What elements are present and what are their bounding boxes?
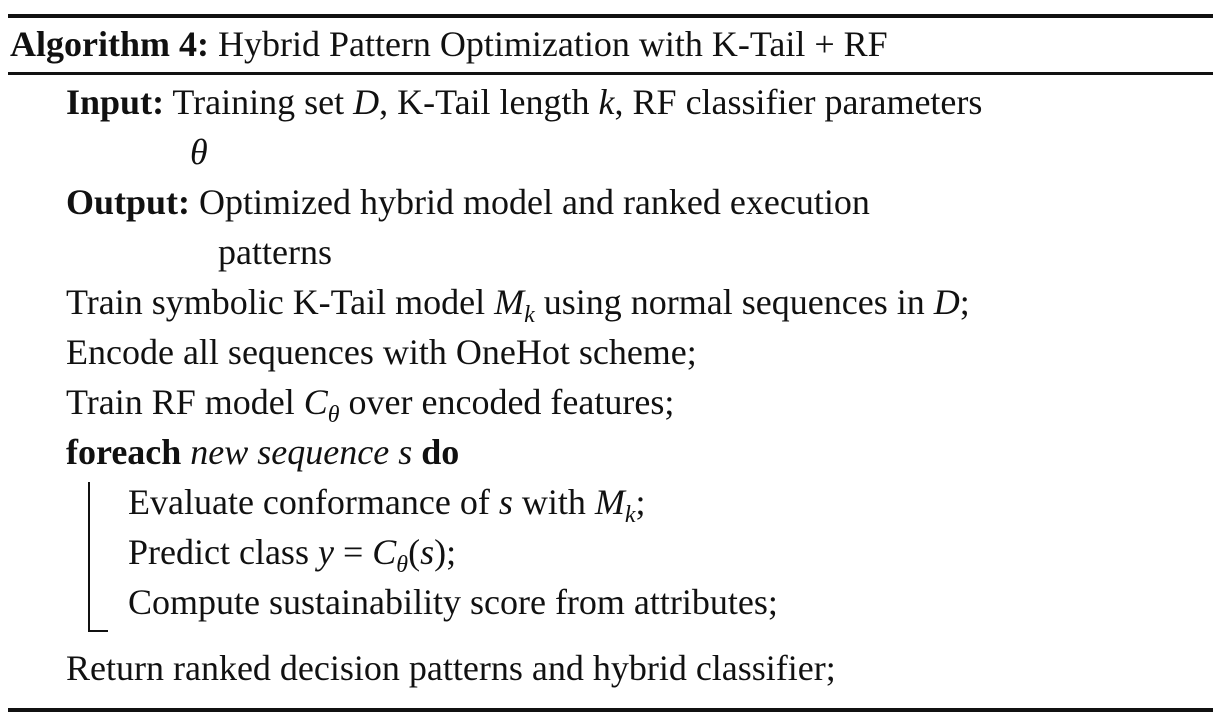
output-text-1: Optimized hybrid model and ranked execution [199, 182, 870, 222]
output-line [66, 180, 870, 224]
top-rule [8, 14, 1213, 18]
train-symbolic-sub-k: k [524, 302, 535, 328]
input-text-1: Training set [172, 82, 345, 122]
predict-var-y: y [317, 532, 334, 572]
predict-sub-theta: θ [396, 552, 409, 578]
title-rule [8, 72, 1213, 75]
input-text-3: , RF classifier parameters [614, 82, 983, 122]
step-predict [128, 530, 457, 578]
step-compute: Compute sustainability score from attributes; [128, 582, 778, 622]
algorithm-label: Algorithm 4: [10, 24, 209, 64]
input-var-k: k [598, 82, 615, 122]
output-keyword: Output: [66, 182, 191, 222]
evaluate-text-1: Evaluate conformance of [128, 482, 490, 522]
step-encode: Encode all sequences with OneHot scheme; [66, 332, 697, 372]
evaluate-text-2: with [521, 482, 586, 522]
evaluate-sub-k: k [624, 502, 636, 528]
bottom-rule [8, 708, 1213, 712]
step-return: Return ranked decision patterns and hybrid classifier; [66, 648, 836, 688]
train-symbolic-text-1: Train symbolic K-Tail model [66, 282, 486, 322]
input-var-d: D [353, 82, 380, 122]
train-symbolic-text-2: using normal sequences in [543, 282, 925, 322]
train-rf-text-1: Train RF model [66, 382, 295, 422]
step-foreach [66, 430, 459, 474]
loop-bracket-vertical [88, 482, 90, 632]
predict-var-s: s [420, 532, 435, 572]
evaluate-var-m: M [594, 482, 625, 522]
foreach-condition: new sequence [190, 432, 390, 472]
input-keyword: Input: [66, 82, 165, 122]
train-rf-var-c: C [303, 382, 328, 422]
train-rf-sub-theta: θ [327, 402, 340, 428]
foreach-keyword: foreach [66, 432, 182, 472]
train-symbolic-var-m: M [494, 282, 525, 322]
train-rf-text-2: over encoded features; [348, 382, 675, 422]
predict-var-c: C [372, 532, 397, 572]
output-text-2: patterns [218, 232, 332, 272]
predict-paren-close: ); [434, 532, 457, 572]
train-symbolic-var-d: D [933, 282, 960, 322]
step-train-symbolic [66, 280, 970, 328]
foreach-do-keyword: do [421, 432, 460, 472]
predict-text-1: Predict class [128, 532, 309, 572]
foreach-var-s: s [398, 432, 413, 472]
evaluate-var-s: s [498, 482, 513, 522]
input-line [66, 80, 982, 124]
train-symbolic-end: ; [959, 282, 970, 322]
input-text-2: , K-Tail length [379, 82, 590, 122]
loop-bracket-foot [88, 630, 108, 632]
predict-paren-open: ( [408, 532, 421, 572]
input-var-theta: θ [190, 132, 208, 172]
step-train-rf [66, 380, 675, 428]
algorithm-block [8, 14, 1213, 712]
algorithm-name: Hybrid Pattern Optimization with K-Tail + RF [217, 24, 888, 64]
evaluate-end: ; [635, 482, 646, 522]
algorithm-title [10, 22, 888, 66]
step-evaluate [128, 480, 646, 528]
predict-eq: = [333, 532, 373, 572]
